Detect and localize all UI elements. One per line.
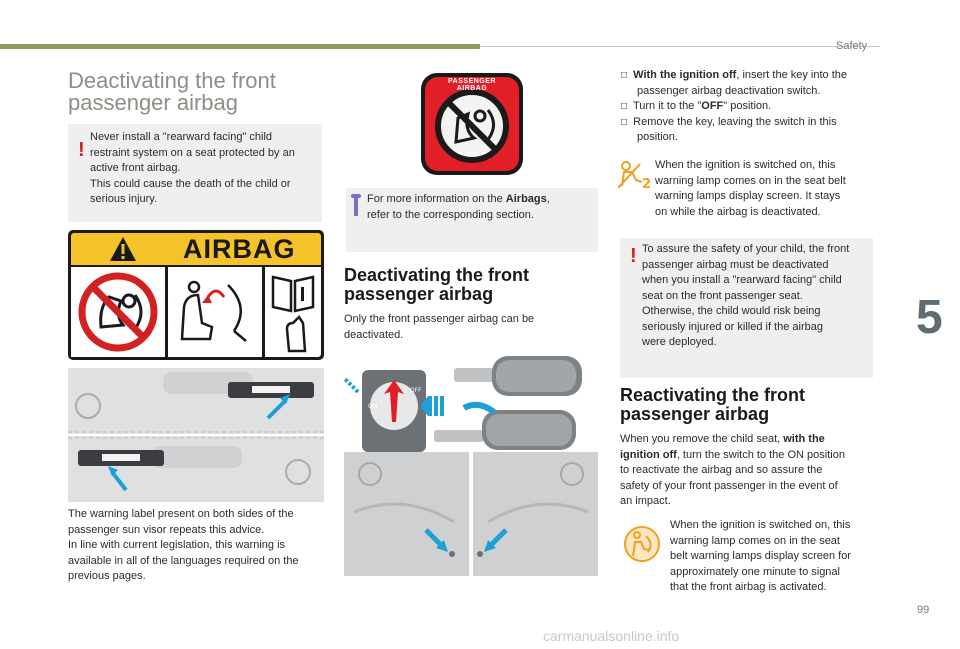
child-safety-warning-text: To assure the safety of your child, the front passenger airbag must be deactivated when you install a "rearward facing" child seat on the front passenger seat. Otherwise, the child would risk being seriously injured or killed if the airbag were deployed. bbox=[642, 243, 850, 348]
bullet-icon: □ bbox=[621, 70, 628, 81]
step-2: □ Turn it to the "OFF" position. bbox=[621, 100, 772, 112]
header-rule bbox=[480, 46, 880, 47]
deactivation-steps: □ With the ignition off, insert the key into the passenger airbag deactivation switch. □ Turn it to the "OFF" position. □ Remove the key, leaving the switch in this position. bbox=[621, 68, 877, 146]
airbag-on-lamp-icon bbox=[622, 524, 662, 564]
dashboard-drawing bbox=[344, 452, 598, 576]
no-rear-facing-seat-icon bbox=[71, 267, 165, 357]
section-label: Safety bbox=[836, 40, 868, 52]
exclamation-icon: ! bbox=[630, 245, 637, 267]
dashboard-illustration bbox=[344, 452, 598, 576]
chapter-number: 5 bbox=[916, 291, 943, 344]
exclamation-icon: ! bbox=[78, 139, 85, 161]
sun-visor-right-illustration bbox=[68, 436, 324, 502]
airbag-warning-label bbox=[68, 230, 324, 360]
label-panel-prohibited bbox=[71, 267, 165, 357]
watermark: carmanualsonline.info bbox=[543, 628, 680, 644]
label-panel-manual bbox=[265, 267, 321, 357]
info-box bbox=[346, 188, 598, 252]
child-safety-warning-box bbox=[620, 238, 873, 378]
key-switch-drawing bbox=[344, 352, 598, 452]
label-banner-text: AIRBAG bbox=[183, 234, 296, 264]
bullet-icon: □ bbox=[621, 101, 628, 112]
passenger-airbag-sign bbox=[420, 72, 524, 176]
label-panel-deploy bbox=[168, 267, 262, 357]
airbag-off-lamp-icon bbox=[618, 160, 654, 190]
info-icon bbox=[354, 196, 358, 216]
reactivate-heading: Reactivating the front passenger airbag bbox=[620, 385, 806, 424]
warning-box bbox=[68, 124, 322, 222]
svg-text:OFF: OFF bbox=[410, 387, 422, 394]
lamp-off-description: When the ignition is switched on, this warning lamp comes on in the seat belt warning lamps display screen. It stays on while the airbag is deactivated. bbox=[655, 159, 846, 218]
label-banner bbox=[71, 233, 321, 265]
warning-text: Never install a "rearward facing" child restraint system on a seat protected by an active front airbag. This could cause the death of the child or serious injury. bbox=[90, 131, 295, 205]
reactivate-body: When you remove the child seat, with the ignition off, turn the switch to the ON position to reactivate the airbag and so assure the safety of your front passenger in the event of an impact. bbox=[620, 433, 845, 507]
sun-visor-left-illustration bbox=[68, 368, 324, 434]
info-icon-dot bbox=[351, 194, 361, 198]
key-switch-illustration bbox=[344, 352, 598, 452]
hazard-triangle-icon bbox=[109, 236, 137, 262]
page-number: 99 bbox=[917, 604, 930, 616]
page-title: Deactivating the front passenger airbag bbox=[68, 68, 276, 115]
svg-text:2: 2 bbox=[642, 177, 652, 190]
svg-text:ON: ON bbox=[368, 403, 378, 410]
bullet-icon: □ bbox=[621, 116, 628, 128]
sign-text: PASSENGER AIRBAG bbox=[448, 78, 496, 92]
sun-visor-left-drawing bbox=[68, 368, 324, 434]
deactivate-body: Only the front passenger airbag can be deactivated. bbox=[344, 313, 535, 341]
lamp-on-description: When the ignition is switched on, this warning lamp comes on in the seat belt warning lamps display screen for approximately one minute to signal that the front airbag is activated. bbox=[670, 519, 851, 593]
read-manual-icon bbox=[265, 267, 321, 357]
info-text: For more information on the Airbags, refer to the corresponding section. bbox=[367, 193, 550, 221]
airbag-deploy-icon bbox=[168, 267, 262, 357]
header-accent-bar bbox=[0, 44, 480, 49]
step-3: □ Remove the key, leaving the switch in this bbox=[621, 115, 837, 128]
sun-visor-right-drawing bbox=[68, 436, 324, 502]
step-1: □ With the ignition off, insert the key into the bbox=[621, 69, 847, 81]
deactivate-heading: Deactivating the front passenger airbag bbox=[344, 265, 530, 304]
visor-caption: The warning label present on both sides of the passenger sun visor repeats this advice. In line with current legislation, this warning is available in all of the languages required on the previous pages. bbox=[68, 508, 299, 582]
